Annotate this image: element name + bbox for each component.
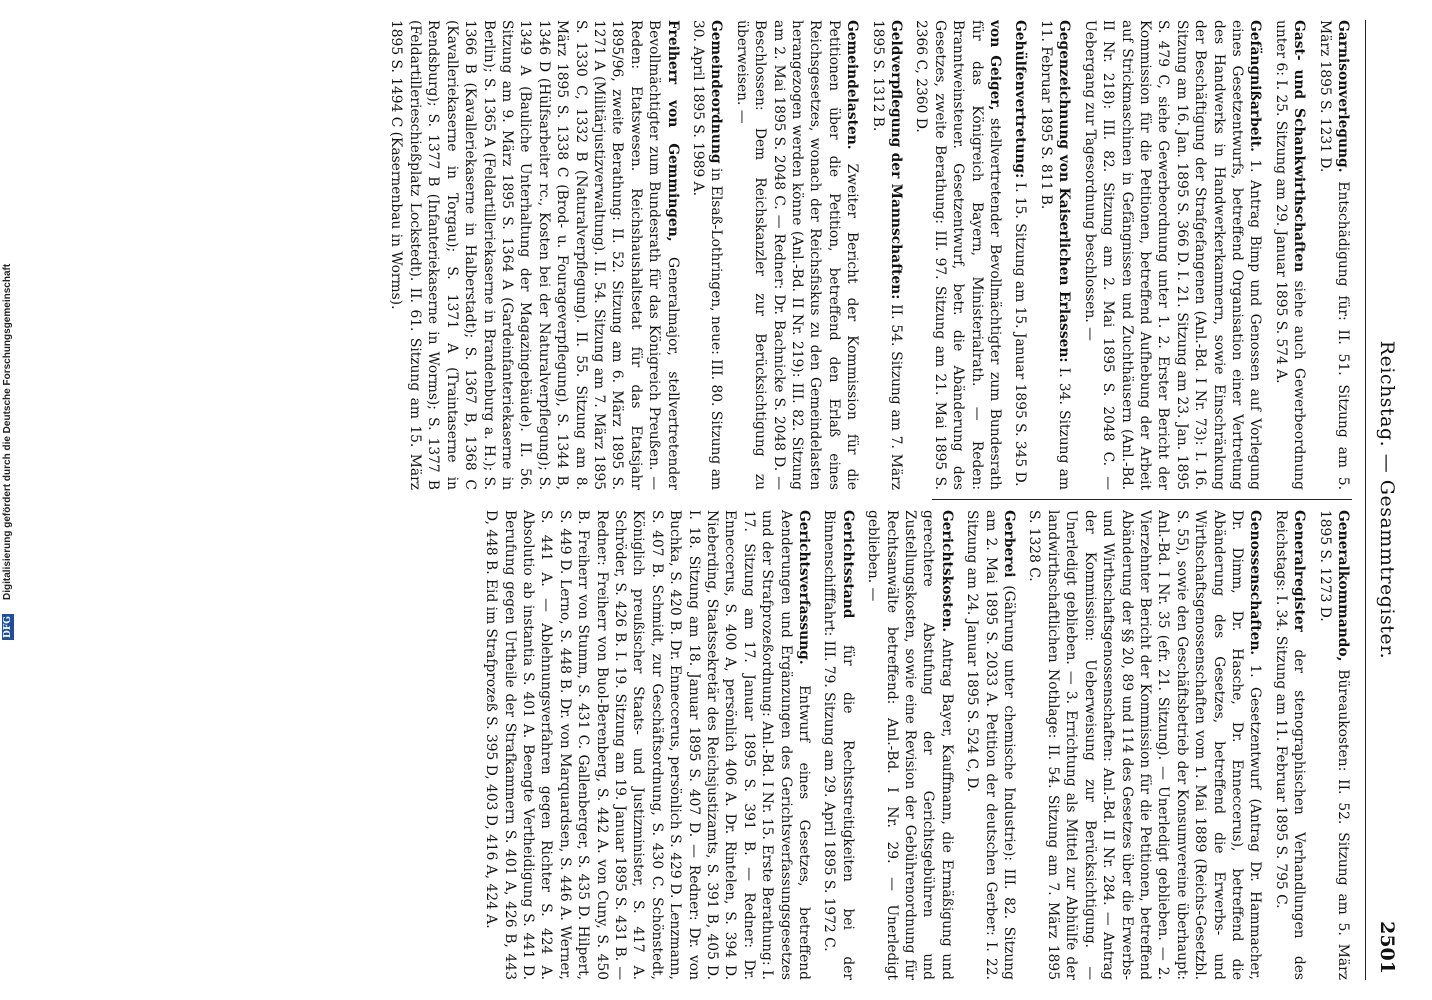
entry-text: in Elsaß-Lothringen, neue: III. 80. Sitzung am 30. April 1895 S. 1989 A. (690, 20, 725, 490)
entry-text: Büreaukosten: II. 52. Sitzung am 5. März 1895 S. 1273 D. (1316, 510, 1351, 980)
entry-text: (Gährung unter chemische Industrie): III. 82. Sitzung am 2. Mai 1895 S. 2033 A. Petition der deutschen Gerber: I. 22. Sitzung am 24. Januar 1895 S. 524 C, D. (964, 510, 1018, 980)
entry-text: 1. Gesetzentwurf (Antrag Dr. Hammacher, Dr. Dimm, Dr. Hasche, Dr. Enneccerus), betreffend die Abänderung des Gesetzes, betreffend die Erwerbs- und Wirthschaftsgenossenschaften vom 1. Mai 1889 (Reichs-Gesetzbl. S. 55), sowie den Geschäftsbetrieb der Konsumvereine überhaupt: Anl.-Bd. I Nr. 35 (efr. 21. Sitzung). — Unerledigt geblieben. — 2. Vierzehnter Bericht der Kommission für die Petitionen, betreffend Abänderung der §§ 20, 89 und 114 des Gesetzes über die Erwerbs- und Wirthschaftsgenossenschaften: Anl.-Bd. II Nr. 284. — Antrag der Kommission: Ueberweisung zur Berücksichtigung. — Unerledigt geblieben. — 3. Errichtung als Mittel zur Abhülfe der landwirthschaftlichen Nothlage: II. 54. Sitzung am 7. März 1895 S. 1328 C. (1026, 510, 1264, 980)
entry-text: stellvertretender Bevollmächtigter zum Bundesrath für das Königreich Bayern, Ministerialrath. — Reden: Branntweinsteuer. Gesetzentwurf, betr. die Abänderung des Gesetzes, zweite Berathung: III. 97. Sitzung am 21. Mai 1895 S. 2366 C, 2360 D. (913, 20, 1004, 490)
header-rule (1365, 20, 1366, 980)
register-entry (1271, 20, 1308, 490)
digitization-credit: Digitalisierung gefördert durch die Deutsche Forschungsgemeinschaft (2, 263, 13, 600)
page-header (1372, 20, 1398, 980)
running-title: Reichstag. — Gesammtregister. (1376, 340, 1398, 660)
document-page (26, 20, 1406, 980)
entry-heading: Gefängnißarbeit. (1247, 20, 1264, 152)
entry-heading: von Geiger, (987, 20, 1004, 111)
register-entry (1315, 20, 1352, 490)
entry-text: Zweiter Bericht der Kommission für die Petitionen über die Petition, betreffend den Erlaß eines Reichsgesetzes, wonach der Reichsfiskus zu den Gemeindelasten herangezogen werden könne (Anl.-Bd. II Nr. 219): III. 82. Sitzung am 2. Mai 1895 S. 2048 C. — Redner: Dr. Bachnicke S. 2048 D. — Beschlossen: Dem Reichskanzler zur Berücksichtigung zu überweisen. — (733, 20, 861, 490)
entry-heading: Gerichtsverfassung. (796, 510, 813, 665)
entry-text: Entwurf eines Gesetzes, betreffend Aenderungen und Ergänzungen des Gerichtsverfassungsgesetzes und der Strafprozeßordnung: Anl.-Bd. I Nr. 15. Erste Berathung: I. 17. Sitzung am 17. Januar 1895 S. 391 B. — Redner: Dr. Enneccerus, S. 400 A, persönlich 406 A. Dr. Rintelen, S. 394 D. Nieberding, Staatssekretär des Reichsjustizamts, S. 391 B, 405 D. I. 18. Sitzung am 18. Januar 1895 S. 407 D. — Redner: Dr. von Buchka, S. 420 B. Dr. Enneccerus, persönlich S. 429 D. Lenzmann, S. 407 B. Schmidt, zur Geschäftsordnung, S. 430 C. Schönstedt, Königlich preußischer Staats- und Justizminister, S. 417 A. Schröder, S. 426 B. I. 19. Sitzung am 19. Januar 1895 S. 431 B. — Redner: Freiherr von Buol-Berenberg, S. 442 A. von Cuny, S. 450 B. Freiherr von Stumm, S. 431 C. Gallenberger, S. 435 D. Hilpert, S. 449 D. Lerno, S. 448 B. Dr. von Marquardsen, S. 446 A. Werner, S. 441 A. — Ablehnungsverfahren gegen Richter S. 424 A. Absolutio ab instantia S. 401 A. Beengte Vertheidigung S. 441 D. Berufung gegen Urtheile der Strafkammern S. 401 A, 426 B, 443 D, 448 B. Eid im Strafprozeß S. 395 D, 403 D, 416 A, 424 A. (483, 510, 813, 980)
entry-heading: Gerichtsstand (839, 510, 856, 619)
register-entry (1080, 20, 1264, 490)
register-entry (820, 510, 857, 980)
entry-heading: Gehülfenvertretung: (1012, 20, 1029, 179)
right-column (26, 510, 1352, 980)
register-entry (1025, 510, 1264, 980)
register-entry (912, 20, 1004, 490)
entry-text: I. 34. Sitzung am 11. Februar 1895 S. 811 B. (1037, 20, 1073, 490)
entry-text: II. 54. Sitzung am 7. März 1895 S. 1312 B. (869, 20, 905, 490)
entry-text: Generalmajor, stellvertretender Bevollmächtigter zum Bundesrath für das Königreich Preußen. — Reden: Etatswesen. Reichshaushaltsetat für das Etatsjahr 1895/96, zweite Berathung: II. 52. Sitzung am 6. März 1895 S. 1271 A (Militärjustizverwaltung). II. 54. Sitzung am 7. März 1895 S. 1330 C, 1332 B (Naturalverpflegung). II. 55. Sitzung am 8. März 1895 S. 1338 C (Brod- u. Fourageverpflegung), S. 1344 B, 1346 D (Hülfsarbeiter rc., Kosten bei der Naturalverpflegung); S. 1349 A (Bauliche Unterhaltung der Magazingebäude). II. 56. Sitzung am 9. März 1895 S. 1364 A (Gardeinfanteriekaserne in Berlin); S. 1365 A (Feldartilleriekaserne in Brandenburg a. H.); S. 1366 B (Kavalleriekaserne in Halberstadt); S. 1367 B, 1368 C (Kavalleriekaserne in Torgau); S. 1371 A (Traintaserne in Rendsburg); S. 1377 B (Infanteriekaserne in Worms); S. 1377 B (Feldartillerieschießplatz Lockstedt). II. 61. Sitzung am 15. März 1895 S. 1494 C (Kasernenbau in Worms). (388, 20, 681, 490)
entry-text: 1. Antrag Bimp und Genossen auf Vorlegung eines Gesetzentwurfs, betreffend Organisation einer Vertretung des Handwerks in Handwerkerkammern, sowie Einschränkung der Beschäftigung der Strafgefangenen (Anl.-Bd. I Nr. 73): I. 16. Sitzung am 16. Jan. 1895 S. 366 D. I. 21. Sitzung am 23. Jan. 1895 S. 479 C, siehe Gewerbeordnung unter 1. 2. Erster Bericht der Kommission für die Petitionen, betreffend Aufhebung der Arbeit auf Strickmaschinen in Gefängnissen und Zuchthäusern (Anl.-Bd. II Nr. 218): III. 82. Sitzung am 2. Mai 1895 S. 2048 C. — Uebergang zur Tagesordnung beschlossen. — (1081, 20, 1264, 490)
register-entry (732, 20, 861, 490)
entry-heading: Gerichtskosten. (938, 510, 955, 633)
register-entry (1271, 510, 1308, 980)
page-number: 2501 (1376, 921, 1398, 974)
entry-heading: Genossenschaften. (1247, 510, 1264, 656)
two-column-body (26, 20, 1352, 980)
entry-heading: Gast- und Schankwirthschaften (1291, 20, 1308, 273)
dfg-logo: DFG (2, 614, 14, 640)
entry-heading: Garnisonverlegung. (1335, 20, 1351, 173)
entry-heading: Gegenzeichnung von Kaiserlichen Erlassen: (1056, 20, 1073, 363)
register-entry (864, 510, 956, 980)
entry-heading: Gerberei (1001, 510, 1018, 578)
left-column (26, 20, 1352, 490)
register-entry (1011, 20, 1029, 490)
entry-heading: Generalkommando, (1335, 510, 1351, 662)
register-entry (482, 510, 813, 980)
register-entry (868, 20, 905, 490)
register-entry (1037, 20, 1074, 490)
entry-heading: Gemeindelasten. (844, 20, 861, 150)
entry-text: Entschädigung für: II. 51. Sitzung am 5. März 1895 S. 1231 D. (1316, 20, 1351, 490)
entry-text: der stenographischen Verhandlungen des Reichstags: I. 34. Sitzung am 11. Februar 1895 S. 795 C. (1272, 510, 1308, 980)
register-entry (387, 20, 682, 490)
entry-text: siehe auch Gewerbeordnung unter 6: I. 25. Sitzung am 29. Januar 1895 S. 574 A. (1272, 20, 1308, 490)
register-entry (1315, 510, 1352, 980)
entry-heading: Gemeindeordnung (708, 20, 725, 164)
entry-text: I. 15. Sitzung am 15. Januar 1895 S. 345 D. (1012, 182, 1029, 487)
entry-text: Antrag Bayer, Kauffmann, die Ermäßigung und gerechtere Abstufung der Gerichtsgebühren und Zustellungskosten, sowie eine Revision der Gebührenordnung für Rechtsanwälte betreffend: Anl.-Bd. I Nr. 29. — Unerledigt geblieben. — (865, 510, 955, 980)
register-entry (689, 20, 726, 490)
entry-heading: Geldverpflegung der Mannschaften: (888, 20, 905, 300)
entry-heading: Generalregister (1291, 510, 1308, 632)
entry-text: für die Rechtsstreitigkeiten bei der Binnenschifffahrt: III. 79. Sitzung am 29. April 1895 S. 1972 C. (821, 510, 856, 980)
entry-heading: Freiherr von Gemmingen, (664, 20, 681, 242)
register-entry (963, 510, 1018, 980)
